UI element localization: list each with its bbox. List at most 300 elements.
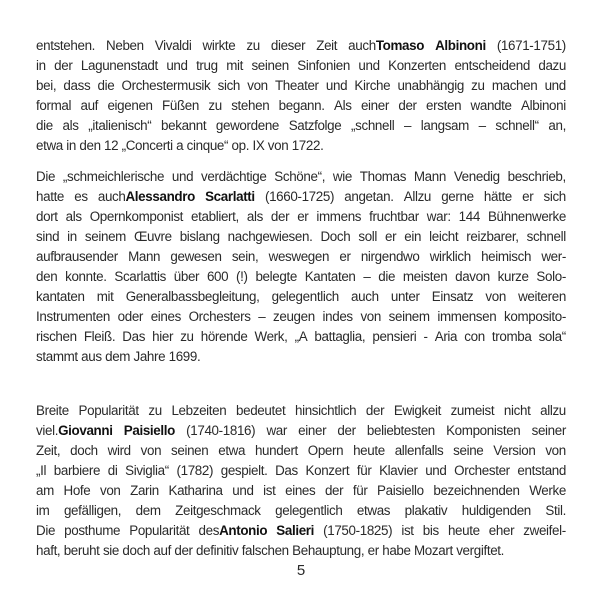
text-segment: fruchtbar — [369, 209, 419, 224]
text-segment: bezeichnenden — [433, 483, 520, 498]
text-segment: nirgendwo — [360, 249, 420, 264]
word — [398, 96, 416, 116]
word — [98, 76, 115, 96]
word — [79, 401, 139, 421]
word — [236, 401, 285, 421]
word — [88, 116, 151, 136]
text-segment: Orchester — [454, 463, 510, 478]
text-segment: Klavier — [379, 463, 418, 478]
text-segment: aus — [81, 349, 102, 364]
text-segment: oder — [117, 309, 144, 324]
text-segment: seiner — [531, 423, 566, 438]
word — [539, 327, 566, 347]
word — [62, 116, 78, 136]
word — [74, 187, 87, 207]
text-segment: Kirche — [354, 78, 391, 93]
word — [168, 481, 222, 501]
text-segment: Die — [36, 523, 56, 538]
word — [316, 36, 337, 56]
text-segment: weiteren — [518, 289, 566, 304]
word — [361, 247, 420, 267]
text-segment: und — [232, 483, 254, 498]
text-line — [36, 56, 566, 76]
text-segment: auch — [97, 189, 126, 204]
text-line — [36, 167, 566, 187]
word — [36, 421, 113, 441]
word — [357, 501, 390, 521]
word — [275, 76, 319, 96]
text-segment: vergiftet. — [456, 543, 505, 558]
word — [344, 187, 393, 207]
word — [216, 116, 279, 136]
word — [323, 307, 353, 327]
text-segment: verdächtige — [201, 169, 267, 184]
word — [426, 96, 461, 116]
word — [180, 327, 193, 347]
text-segment: sein, — [231, 249, 259, 264]
word — [488, 207, 566, 227]
text-segment: auch — [351, 289, 379, 304]
text-segment: von — [545, 443, 566, 458]
text-segment: hatte — [36, 189, 65, 204]
word — [201, 327, 248, 347]
text-segment: wie — [332, 169, 352, 184]
word — [104, 136, 122, 156]
word — [498, 267, 529, 287]
word — [172, 167, 193, 187]
text-segment: ist — [401, 523, 414, 538]
word — [255, 267, 296, 287]
text-segment: an, — [548, 118, 566, 133]
text-segment: der — [337, 423, 356, 438]
word — [122, 327, 145, 347]
word — [276, 521, 314, 541]
word — [221, 461, 268, 481]
text-segment: kurze — [497, 269, 529, 284]
word — [536, 267, 566, 287]
word — [548, 116, 566, 136]
text-segment: habe — [382, 543, 411, 558]
text-segment: sich — [217, 78, 241, 93]
text-segment: zu — [208, 98, 222, 113]
text-line — [36, 347, 566, 367]
word — [64, 521, 120, 541]
word — [295, 401, 356, 421]
text-segment: Siviglia“ — [125, 463, 169, 478]
text-segment: und — [166, 58, 188, 73]
word — [271, 207, 289, 227]
word — [36, 56, 46, 76]
text-segment: op. — [231, 138, 250, 153]
text-segment: belegte — [255, 269, 297, 284]
text-segment: Opern — [307, 443, 344, 458]
word — [430, 247, 471, 267]
text-segment: ersten — [426, 98, 462, 113]
text-segment: für — [356, 463, 372, 478]
word — [464, 327, 485, 347]
word — [363, 267, 370, 287]
text-segment: Orchestermusik — [121, 78, 211, 93]
word — [441, 187, 474, 207]
word — [545, 76, 566, 96]
text-segment: Paisiello — [377, 483, 424, 498]
word — [97, 287, 114, 307]
word — [308, 441, 343, 461]
text-segment: Zeitgeschmack — [175, 503, 261, 518]
word — [348, 36, 424, 56]
text-line — [36, 401, 566, 421]
word — [432, 287, 473, 307]
text-segment: Ewigkeit — [393, 403, 441, 418]
text-segment: von — [267, 138, 289, 153]
text-line — [36, 227, 566, 247]
word — [523, 521, 566, 541]
text-line — [36, 287, 566, 307]
text-segment: hier — [152, 329, 174, 344]
text-segment: Satzfolge — [288, 118, 342, 133]
text-segment: in — [67, 229, 77, 244]
word — [176, 136, 186, 156]
word — [105, 347, 133, 367]
text-segment: di — [107, 463, 118, 478]
word — [382, 541, 414, 561]
text-segment: eher — [488, 523, 515, 538]
word — [295, 327, 308, 347]
word — [81, 347, 105, 367]
word — [98, 187, 195, 207]
word — [36, 541, 64, 561]
word — [466, 227, 518, 247]
word — [170, 247, 221, 267]
text-segment: beschrieb, — [507, 169, 566, 184]
word — [388, 56, 446, 76]
word — [358, 56, 379, 76]
word — [130, 481, 159, 501]
word — [368, 541, 383, 561]
word — [171, 401, 226, 421]
text-segment: gerne — [441, 189, 474, 204]
text-segment: im — [36, 503, 50, 518]
word — [231, 96, 269, 116]
word — [522, 187, 533, 207]
text-segment: auf — [80, 98, 99, 113]
word — [162, 96, 199, 116]
text-segment: - — [423, 329, 428, 344]
text-segment: als — [246, 209, 263, 224]
text-line — [36, 521, 566, 541]
composer-name: Albinoni — [435, 38, 486, 53]
text-segment: allenfalls — [394, 443, 444, 458]
text-segment: wirklich — [429, 249, 471, 264]
word — [246, 36, 259, 56]
text-segment: von — [140, 443, 162, 458]
text-segment: viel. — [36, 423, 59, 438]
text-segment: etwa — [36, 138, 63, 153]
text-segment: Mann — [128, 249, 161, 264]
text-segment: Zeit, — [36, 443, 61, 458]
text-segment: den — [79, 138, 101, 153]
word — [497, 36, 566, 56]
text-segment: dass — [63, 78, 91, 93]
text-segment: formal — [36, 98, 72, 113]
word — [504, 307, 566, 327]
word — [361, 96, 389, 116]
text-segment: Werke — [529, 483, 566, 498]
word — [80, 96, 98, 116]
text-segment: Theater — [274, 78, 319, 93]
composer-name: Antonio — [219, 523, 268, 538]
word — [379, 461, 417, 481]
text-segment: indes — [322, 309, 353, 324]
text-segment: huldigenden — [461, 503, 531, 518]
word — [337, 421, 355, 441]
text-segment: eines — [285, 483, 316, 498]
word — [316, 207, 361, 227]
word — [454, 56, 529, 76]
text-segment: in — [36, 58, 46, 73]
word — [404, 116, 411, 136]
text-segment: am — [36, 483, 54, 498]
text-segment: Katharina — [168, 483, 223, 498]
text-segment: von — [485, 289, 506, 304]
word — [70, 441, 98, 461]
text-segment: über — [173, 269, 200, 284]
text-segment: bislang — [179, 229, 220, 244]
text-segment: konnte. — [65, 269, 107, 284]
word — [125, 461, 169, 481]
word — [85, 227, 126, 247]
word — [357, 461, 372, 481]
word — [481, 247, 531, 267]
word — [67, 227, 77, 247]
word — [36, 401, 69, 421]
text-segment: Venedig — [453, 169, 500, 184]
word — [435, 327, 457, 347]
text-segment: unabhängig — [397, 78, 464, 93]
word — [423, 521, 439, 541]
text-segment: – — [258, 309, 266, 324]
word — [175, 501, 261, 521]
word — [297, 207, 308, 227]
text-segment: in — [66, 138, 76, 153]
word — [103, 541, 122, 561]
text-segment: sind — [36, 229, 60, 244]
word — [541, 247, 566, 267]
word — [63, 167, 164, 187]
word — [493, 441, 535, 461]
word — [65, 267, 106, 287]
text-segment: immensen — [437, 309, 497, 324]
word — [205, 187, 255, 207]
text-segment: machen — [491, 78, 538, 93]
word — [36, 247, 118, 267]
text-segment: auch — [348, 38, 376, 53]
word — [106, 36, 144, 56]
text-segment: schnell — [526, 229, 566, 244]
text-segment: heimisch — [481, 249, 532, 264]
text-segment: etabliert, — [191, 209, 239, 224]
word — [414, 541, 456, 561]
word — [471, 76, 484, 96]
word — [378, 267, 395, 287]
text-segment: (1782) — [176, 463, 214, 478]
text-segment: gefälligen, — [63, 503, 122, 518]
word — [252, 136, 267, 156]
word — [454, 167, 500, 187]
word — [437, 307, 496, 327]
word — [323, 521, 392, 541]
word — [273, 307, 315, 327]
word — [538, 56, 566, 76]
text-segment: dem — [105, 349, 131, 364]
word — [425, 461, 446, 481]
text-segment: er — [385, 229, 397, 244]
text-segment: Opernkomponist — [89, 209, 184, 224]
text-segment: Mozart — [413, 543, 453, 558]
text-segment: tromba — [491, 329, 532, 344]
text-segment: Doch — [320, 229, 351, 244]
text-segment: er — [339, 249, 351, 264]
word — [263, 481, 275, 501]
text-segment: 1699. — [168, 349, 201, 364]
text-segment: Fleiß. — [83, 329, 116, 344]
word — [207, 267, 228, 287]
word — [369, 207, 419, 227]
word — [484, 187, 512, 207]
word — [122, 76, 211, 96]
paragraph-albinoni — [36, 36, 566, 156]
word — [148, 401, 161, 421]
word — [36, 187, 64, 207]
text-segment: unter — [390, 289, 420, 304]
word — [385, 227, 396, 247]
text-segment: zu — [471, 78, 485, 93]
text-segment: Werk, — [254, 329, 288, 344]
text-segment: der — [270, 209, 290, 224]
text-segment: allzu — [540, 403, 566, 418]
text-segment: zumeist — [450, 403, 495, 418]
text-segment: entstand — [517, 463, 566, 478]
word — [180, 227, 220, 247]
text-segment: Neben — [106, 38, 144, 53]
paragraph-scarlatti — [36, 167, 566, 367]
word — [36, 327, 77, 347]
word — [107, 96, 152, 116]
paragraph-paisiello-salieri — [36, 401, 566, 561]
text-segment: con — [464, 329, 485, 344]
word — [433, 481, 519, 501]
text-segment: Füßen — [162, 98, 199, 113]
word — [518, 287, 566, 307]
word — [124, 421, 175, 441]
text-segment: schnell“ — [495, 118, 539, 133]
text-segment: es — [74, 189, 88, 204]
text-segment: 1722. — [291, 138, 324, 153]
text-segment: definitiv — [196, 543, 239, 558]
word — [404, 187, 431, 207]
text-segment: Scarlattis — [114, 269, 166, 284]
composer-name: Paisiello — [123, 423, 175, 438]
text-segment: hörende — [200, 329, 248, 344]
text-line — [36, 116, 566, 136]
text-segment: war — [266, 423, 287, 438]
word — [448, 521, 480, 541]
text-line — [36, 307, 566, 327]
word — [305, 267, 356, 287]
word — [152, 327, 173, 347]
word — [372, 327, 416, 347]
text-segment: – — [404, 118, 412, 133]
text-segment: (!) — [236, 269, 248, 284]
text-segment: des — [198, 523, 220, 538]
text-segment: heute — [447, 523, 480, 538]
text-segment: wird — [107, 443, 131, 458]
text-segment: Generalbassbegleitung, — [125, 289, 260, 304]
word — [517, 461, 566, 481]
word — [405, 501, 448, 521]
word — [84, 327, 115, 347]
text-segment: er — [522, 189, 534, 204]
text-segment: IX — [252, 138, 265, 153]
text-segment: seinen — [251, 58, 289, 73]
text-segment: (1750-1825) — [323, 523, 393, 538]
word — [351, 287, 379, 307]
word — [298, 421, 326, 441]
text-segment: Als — [334, 98, 352, 113]
text-segment: Einsatz — [431, 289, 474, 304]
text-line — [36, 207, 566, 227]
text-line — [36, 481, 566, 501]
text-segment: 600 — [206, 269, 229, 284]
word — [36, 36, 95, 56]
word — [36, 307, 110, 327]
text-segment: und — [358, 58, 380, 73]
word — [36, 207, 58, 227]
word — [314, 327, 365, 347]
word — [258, 307, 265, 327]
word — [232, 247, 259, 267]
text-segment: Konzerten — [388, 58, 447, 73]
text-segment: barbiere — [53, 463, 101, 478]
word — [354, 76, 390, 96]
text-segment: seinen — [171, 443, 209, 458]
text-segment: leicht — [429, 229, 459, 244]
text-segment: reizbarer, — [466, 229, 519, 244]
word — [81, 56, 158, 76]
word — [176, 461, 213, 481]
text-segment: er — [297, 209, 309, 224]
word — [424, 327, 428, 347]
word — [196, 56, 218, 76]
text-segment: seine — [453, 443, 484, 458]
text-segment: (1660-1725) — [264, 189, 335, 204]
word — [208, 96, 221, 116]
text-segment: – — [363, 269, 371, 284]
word — [54, 461, 100, 481]
word — [166, 56, 187, 76]
word — [529, 481, 566, 501]
word — [495, 116, 538, 136]
text-segment: langsam — [420, 118, 469, 133]
word — [275, 501, 342, 521]
word — [504, 401, 531, 421]
word — [353, 481, 368, 501]
word — [377, 481, 424, 501]
text-segment: soll — [358, 229, 378, 244]
word — [122, 541, 153, 561]
word — [199, 521, 268, 541]
text-segment: wandte — [470, 98, 512, 113]
